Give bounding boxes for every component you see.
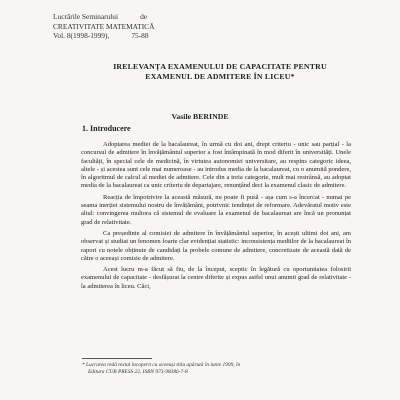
header-line3-left: Vol. 8(1998-1999), — [53, 31, 110, 40]
section-heading: 1. Introducere — [82, 124, 131, 133]
paragraph-2: Reacția de împotrivire la această măsură, nu poate fi pusă - așa cum s-a încercat - numai pe seama inerției sistemului nostru de învățământ, potrivnic tendinței de reformare. Adevăratul motiv este altul: convingerea multora că sistemul de evaluare la examenul de bacalaureat are încă un pronunțat grad de relativitate. — [81, 193, 351, 226]
footnote-line2: Editura CUB PRESS 22, ISBN 973-98386-7-8 — [88, 368, 188, 375]
header-line1-left: Lucrările Seminarului — [53, 12, 119, 21]
journal-header — [53, 12, 154, 41]
header-line3-right: 75-88 — [131, 31, 149, 40]
paragraph-1: Adoptarea mediei de la bacalaureat, în urmă cu doi ani, drept criteriu - unic sau parțial - la concursul de admitere în învățământul superior a fost întâmpinată în mod diferit în universități. Unele facultăți, în special cele de medicină, în virtutea autonomiei universitare, au respins categoric ideea, altele - și acestea sunt cele mai numeroase - au introdus media de la bacalaureat, cu o anumită pondere, în algoritmul de calcul al mediei de admitere. Cele din a treia categorie, mult mai restrânsă, au adoptat media de la bacalaureat ca unic criteriu de departajare, renunțând deci la examenul clasic de admitere. — [81, 141, 351, 190]
paragraph-3: Ca președinte al comisiei de admitere în învățământul superior, în acești ultimi doi ani, am observat și studiat un fenomen foarte clar evidențiat statistic: inconsistența mediilor de la bacalaureat în raport cu notele obținute de candidați la probele comune de admitere, concretizate de această dată de către o aceeași comisie de admitere. — [81, 229, 351, 262]
footnote — [82, 362, 352, 375]
body-text — [81, 141, 351, 294]
paper-title: IRELEVANȚA EXAMENULUI DE CAPACITATE PENTRU EXAMENUL DE ADMITERE ÎN LICEU* — [113, 62, 327, 81]
footnote-rule — [82, 358, 152, 359]
header-line1-right: de — [140, 12, 148, 21]
header-line2: CREATIVITATE MATEMATICĂ — [53, 21, 155, 31]
paragraph-4: Acest lucru m-a făcut să fiu, de la început, sceptic în legătură cu oportunitatea folosirii examenului de capacitate - desfășurat la centre diferite și expus astfel unui anumit grad de relativitate - la admiterea în liceu. Căci, — [81, 266, 351, 290]
author-name: Vasile BERINDE — [171, 112, 229, 121]
footnote-line1: * Lucrarea redă textul încoperit cu aceeași titlu apărută în iunie 1999, în — [82, 362, 241, 368]
